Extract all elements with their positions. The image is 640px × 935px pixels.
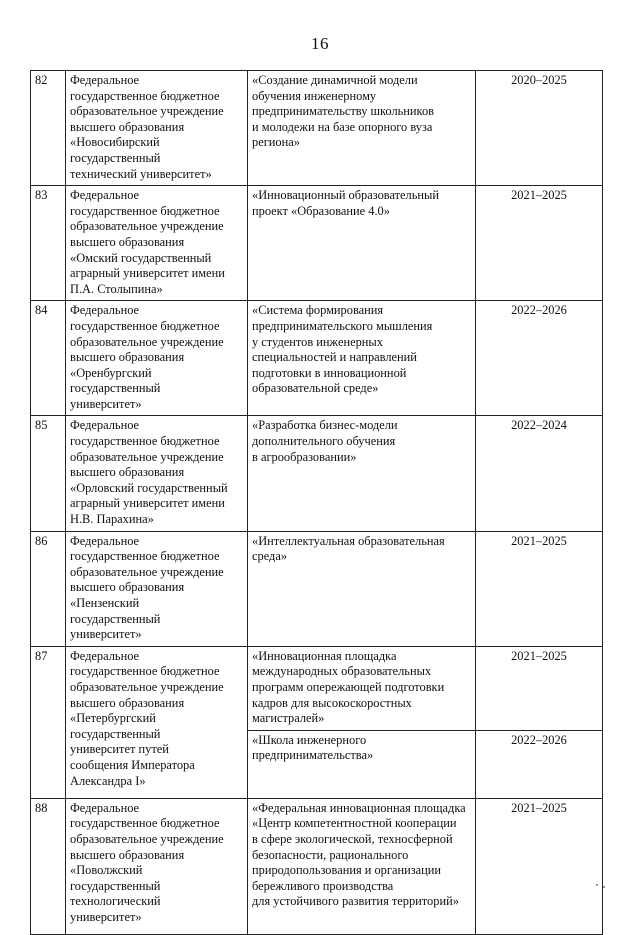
- organization-line: «Орловский государственный: [70, 480, 228, 495]
- organization-line: Федеральное: [70, 533, 140, 548]
- project-line: предпринимательского мышления: [252, 318, 433, 333]
- row-number: 88: [31, 798, 66, 934]
- project-line: «Инновационная площадка: [252, 648, 397, 663]
- project-line: в сфере экологической, техносферной: [252, 831, 453, 846]
- organization-line: высшего образования: [70, 234, 185, 249]
- organization-line: государственное бюджетное: [70, 816, 220, 831]
- organization-line: государственный: [70, 611, 161, 626]
- table-row: [31, 646, 603, 730]
- project-cell: [248, 798, 476, 934]
- organization-line: сообщения Императора: [70, 757, 195, 772]
- organization-line: аграрный университет имени: [70, 496, 225, 511]
- organization-line: образовательное учреждение: [70, 219, 224, 234]
- project-line: «Разработка бизнес-модели: [252, 418, 398, 433]
- period-cell: 2022–2026: [476, 730, 603, 798]
- scan-speck: [603, 886, 605, 888]
- scan-speck: [596, 884, 598, 886]
- project-line: «Создание динамичной модели: [252, 73, 418, 87]
- organization-line: П.А. Столыпина»: [70, 281, 163, 296]
- organization-line: образовательное учреждение: [70, 449, 224, 464]
- row-number: 83: [31, 186, 66, 301]
- project-line: программ опережающей подготовки: [252, 679, 445, 694]
- organization-line: государственное бюджетное: [70, 549, 220, 564]
- organization-line: государственное бюджетное: [70, 434, 220, 449]
- organization-line: государственный: [70, 150, 161, 165]
- period-cell: 2022–2026: [476, 301, 603, 416]
- organization-line: образовательное учреждение: [70, 334, 224, 349]
- organization-cell: [66, 646, 248, 798]
- project-line: специальностей и направлений: [252, 350, 417, 365]
- project-line: подготовки в инновационной: [252, 365, 407, 380]
- organization-line: высшего образования: [70, 695, 185, 710]
- organization-line: высшего образования: [70, 580, 185, 595]
- project-cell: [248, 531, 476, 646]
- organization-line: образовательное учреждение: [70, 104, 224, 119]
- organization-line: высшего образования: [70, 847, 185, 862]
- project-line: международных образовательных: [252, 664, 432, 679]
- project-cell: [248, 301, 476, 416]
- organization-line: «Омский государственный: [70, 250, 212, 265]
- organization-cell: [66, 71, 248, 186]
- project-line: «Инновационный образовательный: [252, 188, 439, 203]
- organization-line: образовательное учреждение: [70, 564, 224, 579]
- organization-cell: [66, 186, 248, 301]
- organization-cell: [66, 416, 248, 531]
- organization-line: «Петербургский: [70, 711, 156, 726]
- project-line: в агрообразовании»: [252, 449, 357, 464]
- organization-line: государственный: [70, 381, 161, 396]
- project-cell: [248, 416, 476, 531]
- table-row: [31, 416, 603, 531]
- project-cell: [248, 71, 476, 186]
- organization-line: государственный: [70, 726, 161, 741]
- organization-line: государственное бюджетное: [70, 318, 220, 333]
- organization-line: высшего образования: [70, 465, 185, 480]
- project-line: «Центр компетентностной кооперации: [252, 816, 457, 831]
- organization-cell: [66, 531, 248, 646]
- table-row: [31, 531, 603, 646]
- organization-line: университет»: [70, 396, 142, 411]
- project-line: «Школа инженерного: [252, 732, 367, 747]
- project-line: дополнительного обучения: [252, 434, 396, 449]
- page-number: 16: [311, 34, 329, 53]
- registry-table: [30, 70, 603, 935]
- organization-line: «Поволжский: [70, 863, 143, 878]
- period-cell: 2020–2025: [476, 71, 603, 186]
- organization-line: высшего образования: [70, 350, 185, 365]
- organization-line: «Новосибирский: [70, 135, 160, 150]
- organization-line: Федеральное: [70, 188, 140, 203]
- organization-line: технический университет»: [70, 166, 212, 181]
- period-cell: 2021–2025: [476, 798, 603, 934]
- period-cell: 2021–2025: [476, 186, 603, 301]
- organization-line: аграрный университет имени: [70, 266, 225, 281]
- organization-line: высшего образования: [70, 119, 185, 134]
- organization-line: технологический: [70, 894, 161, 909]
- project-line: предпринимательству школьников: [252, 104, 434, 119]
- organization-line: Александра I»: [70, 773, 146, 788]
- period-cell: 2021–2025: [476, 531, 603, 646]
- project-line: и молодежи на базе опорного вуза: [252, 119, 433, 134]
- project-line: «Система формирования: [252, 303, 384, 318]
- project-line: «Федеральная инновационная площадка: [252, 800, 466, 815]
- organization-line: Федеральное: [70, 800, 140, 815]
- project-line: среда»: [252, 549, 288, 564]
- project-cell: [248, 646, 476, 730]
- project-line: кадров для высокоскоростных: [252, 695, 412, 710]
- row-number: 87: [31, 646, 66, 798]
- period-cell: 2021–2025: [476, 646, 603, 730]
- organization-line: Федеральное: [70, 73, 140, 87]
- table-row: [31, 71, 603, 186]
- project-line: природопользования и организации: [252, 863, 441, 878]
- organization-line: Федеральное: [70, 418, 140, 433]
- project-line: предпринимательства»: [252, 748, 374, 763]
- organization-line: «Оренбургский: [70, 365, 152, 380]
- project-line: у студентов инженерных: [252, 334, 383, 349]
- project-line: региона»: [252, 135, 300, 150]
- row-number: 86: [31, 531, 66, 646]
- organization-line: образовательное учреждение: [70, 831, 224, 846]
- project-line: образовательной среде»: [252, 381, 379, 396]
- organization-line: университет»: [70, 909, 142, 924]
- period-cell: 2022–2024: [476, 416, 603, 531]
- row-number: 82: [31, 71, 66, 186]
- registry-table-body: [31, 71, 603, 935]
- organization-line: государственный: [70, 878, 161, 893]
- organization-cell: [66, 301, 248, 416]
- table-row: [31, 186, 603, 301]
- organization-line: Федеральное: [70, 648, 140, 663]
- organization-cell: [66, 798, 248, 934]
- organization-line: университет»: [70, 627, 142, 642]
- row-number: 84: [31, 301, 66, 416]
- project-cell: [248, 730, 476, 798]
- row-number: 85: [31, 416, 66, 531]
- organization-line: государственное бюджетное: [70, 203, 220, 218]
- organization-line: «Пензенский: [70, 596, 140, 610]
- table-row: [31, 301, 603, 416]
- project-cell: [248, 186, 476, 301]
- table-row: [31, 798, 603, 934]
- organization-line: государственное бюджетное: [70, 664, 220, 679]
- project-line: безопасности, рационального: [252, 847, 409, 862]
- project-line: проект «Образование 4.0»: [252, 203, 390, 218]
- organization-line: Федеральное: [70, 303, 140, 318]
- organization-line: государственное бюджетное: [70, 88, 220, 103]
- project-line: обучения инженерному: [252, 88, 377, 103]
- organization-line: Н.В. Парахина»: [70, 512, 154, 527]
- project-line: для устойчивого развития территорий»: [252, 894, 459, 909]
- project-line: «Интеллектуальная образовательная: [252, 533, 445, 548]
- organization-line: университет путей: [70, 742, 169, 757]
- project-line: магистралей»: [252, 711, 325, 726]
- project-line: бережливого производства: [252, 878, 394, 893]
- organization-line: образовательное учреждение: [70, 679, 224, 694]
